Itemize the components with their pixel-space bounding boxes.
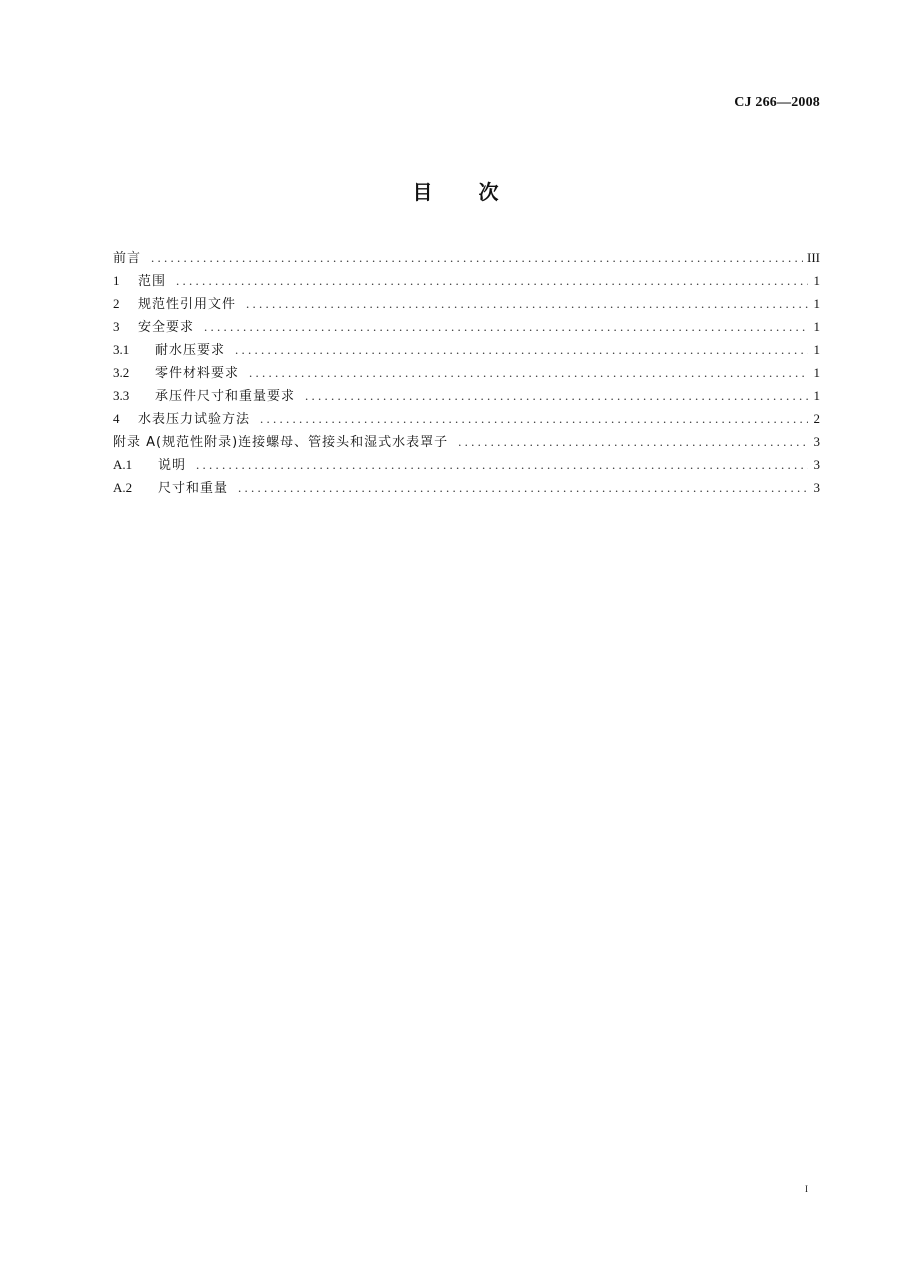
toc-leader-dots	[458, 430, 808, 453]
toc-entry-page: 3	[813, 480, 820, 495]
toc-entry-number: A.1	[113, 457, 133, 472]
toc-entry-a-1[interactable]	[113, 453, 820, 476]
toc-entry-page: 3	[813, 457, 820, 472]
toc-entry-number: 1	[113, 273, 120, 288]
toc-entry-label: 承压件尺寸和重量要求	[155, 389, 296, 404]
toc-entry-3-2[interactable]	[113, 361, 820, 384]
toc-entry-number: 4	[113, 411, 120, 426]
toc-leader-dots	[204, 315, 808, 338]
toc-entry-number: 3	[113, 319, 120, 334]
toc-entry-page: III	[807, 250, 820, 265]
toc-entry-label: 前言	[113, 251, 142, 266]
toc-leader-dots	[249, 361, 808, 384]
toc-entry-normative-references[interactable]	[113, 292, 820, 315]
toc-entry-page: 1	[813, 296, 820, 311]
document-code: CJ 266—2008	[734, 95, 820, 110]
toc-entry-label: 范围	[138, 274, 167, 289]
toc-entry-page: 3	[813, 434, 820, 449]
toc-entry-number: A.2	[113, 480, 133, 495]
toc-entry-label: 零件材料要求	[155, 366, 240, 381]
toc-entry-label: 说明	[158, 458, 187, 473]
toc-entry-label: 安全要求	[138, 320, 195, 335]
toc-entry-page: 2	[813, 411, 820, 426]
toc-leader-dots	[238, 476, 808, 499]
toc-leader-dots	[196, 453, 808, 476]
toc-entry-label: 规范性引用文件	[138, 297, 237, 312]
toc-entry-foreword[interactable]	[113, 246, 820, 269]
toc-entry-page: 1	[813, 342, 820, 357]
toc-leader-dots	[176, 269, 808, 292]
toc-leader-dots	[246, 292, 808, 315]
toc-entry-page: 1	[813, 365, 820, 380]
toc-leader-dots	[305, 384, 808, 407]
toc-entry-number: 3.2	[113, 365, 130, 380]
toc-title: 目次	[412, 180, 545, 204]
toc-entry-3-1[interactable]	[113, 338, 820, 361]
toc-leader-dots	[235, 338, 808, 361]
toc-leader-dots	[260, 407, 808, 430]
toc-entry-annex-a[interactable]	[113, 430, 820, 453]
toc-entry-number: 3.3	[113, 388, 130, 403]
toc-entry-page: 1	[813, 319, 820, 334]
toc-entry-safety-requirements[interactable]	[113, 315, 820, 338]
toc-entry-number: 2	[113, 296, 120, 311]
page-number: I	[805, 1184, 808, 1194]
toc-leader-dots	[151, 246, 803, 269]
toc-entry-a-2[interactable]	[113, 476, 820, 499]
toc-entry-label: 水表压力试验方法	[138, 412, 251, 427]
toc-entry-3-3[interactable]	[113, 384, 820, 407]
toc-entry-number: 3.1	[113, 342, 130, 357]
table-of-contents	[113, 246, 820, 499]
toc-entry-scope[interactable]	[113, 269, 820, 292]
toc-entry-label: 附录 A(规范性附录)连接螺母、管接头和湿式水表罩子	[113, 435, 449, 450]
toc-entry-label: 尺寸和重量	[158, 481, 229, 496]
toc-entry-page: 1	[813, 273, 820, 288]
toc-entry-page: 1	[813, 388, 820, 403]
toc-entry-test-method[interactable]	[113, 407, 820, 430]
toc-entry-label: 耐水压要求	[155, 343, 226, 358]
